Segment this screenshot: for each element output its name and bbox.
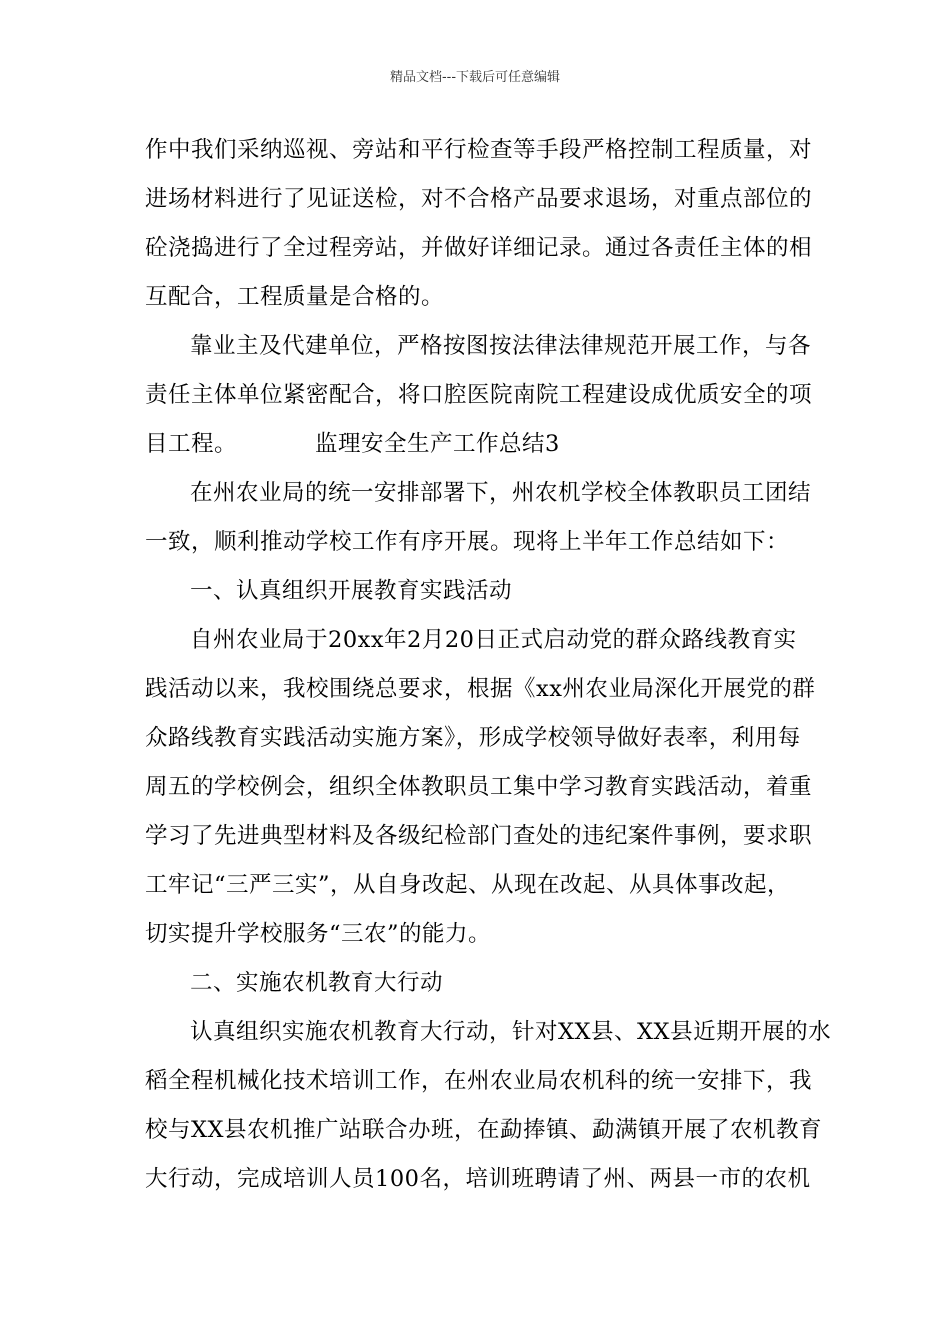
body-line: 周五的学校例会，组织全体教职员工集中学习教育实践活动，着重 — [145, 774, 813, 800]
body-line: 互配合，工程质量是合格的。 — [145, 284, 445, 310]
body-line: 在州农业局的统一安排部署下，州农机学校全体教职员工团结 — [190, 480, 812, 506]
document-body — [145, 126, 832, 1204]
body-line: 稻全程机械化技术培训工作，在州农业局农机科的统一安排下，我 — [145, 1068, 813, 1094]
body-line: 进场材料进行了见证送检，对不合格产品要求退场，对重点部位的 — [145, 186, 813, 212]
body-line-text: 目工程。 — [145, 431, 238, 457]
body-line: 靠业主及代建单位，严格按图按法律法律规范开展工作，与各 — [190, 333, 812, 359]
body-line: 工牢记“三严三实”，从自身改起、从现在改起、从具体事改起， — [145, 872, 791, 898]
page-header: 精品文档---下载后可任意编辑 — [389, 70, 561, 85]
section-heading: 二、实施农机教育大行动 — [190, 970, 444, 996]
body-line: 一致，顺利推动学校工作有序开展。现将上半年工作总结如下： — [145, 529, 790, 555]
body-line: 切实提升学校服务“三农”的能力。 — [145, 921, 492, 947]
section-title: 监理安全生产工作总结3 — [315, 431, 560, 457]
body-line: 众路线教育实践活动实施方案》，形成学校领导做好表率，利用每 — [145, 725, 801, 751]
section-heading: 一、认真组织开展教育实践活动 — [190, 578, 513, 604]
body-line: 自州农业局于20xx年2月20日正式启动党的群众路线教育实 — [190, 627, 797, 653]
body-line: 校与XX县农机推广站联合办班，在勐捧镇、勐满镇开展了农机教育 — [145, 1117, 823, 1143]
body-line: 大行动，完成培训人员100名，培训班聘请了州、两县一市的农机 — [145, 1166, 811, 1192]
body-line: 作中我们采纳巡视、旁站和平行检查等手段严格控制工程质量，对 — [145, 137, 813, 163]
body-line: 砼浇捣进行了全过程旁站，并做好详细记录。通过各责任主体的相 — [145, 235, 813, 261]
body-line: 责任主体单位紧密配合，将口腔医院南院工程建设成优质安全的项 — [145, 382, 813, 408]
body-line-with-section-title — [145, 420, 810, 469]
body-line: 认真组织实施农机教育大行动，针对XX县、XX县近期开展的水 — [190, 1019, 832, 1045]
body-line: 践活动以来，我校围绕总要求，根据《xx州农业局深化开展党的群 — [145, 676, 816, 702]
body-line: 学习了先进典型材料及各级纪检部门查处的违纪案件事例，要求职 — [145, 823, 813, 849]
